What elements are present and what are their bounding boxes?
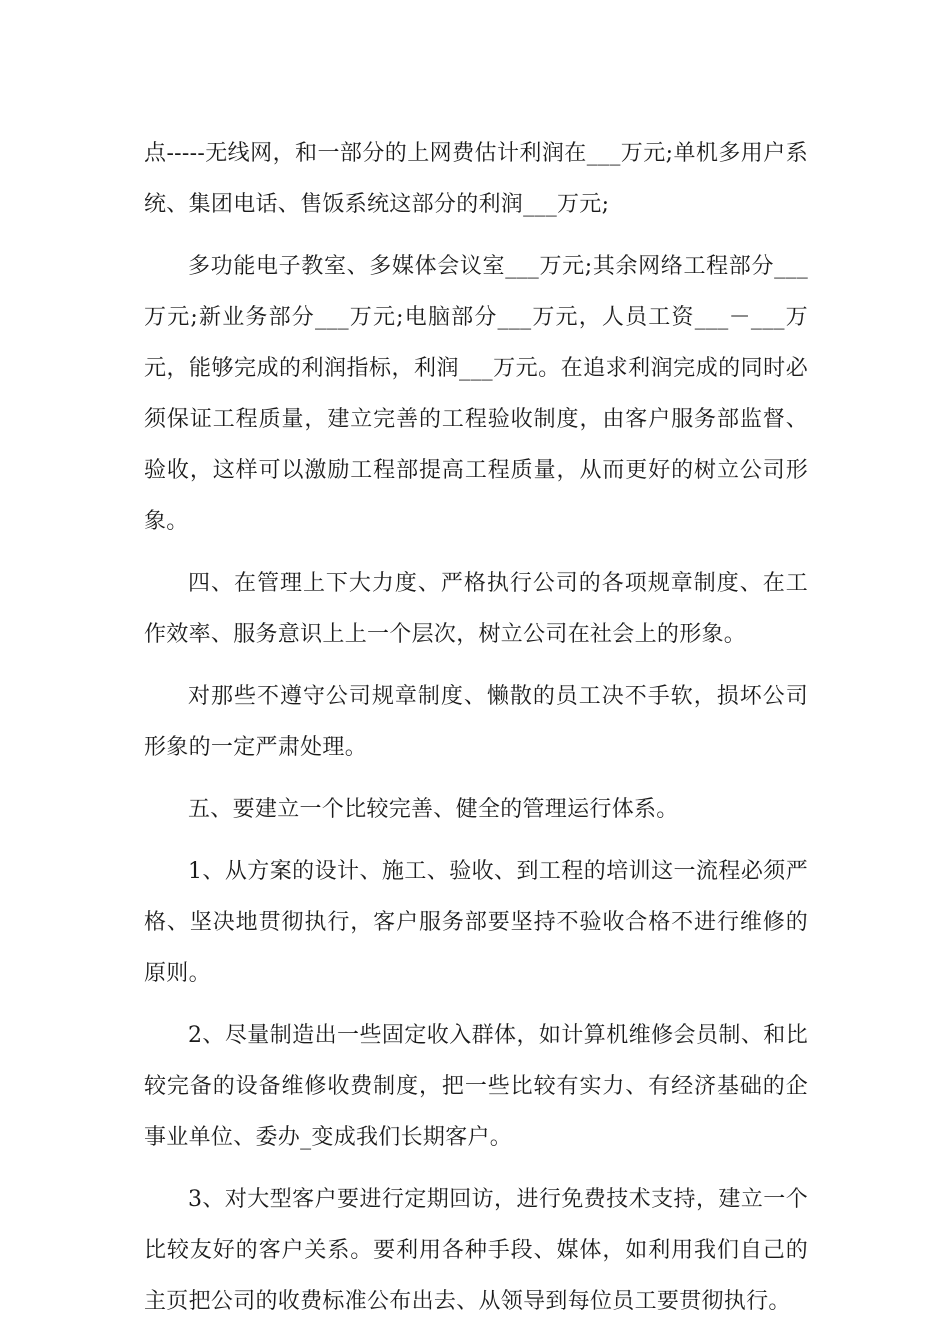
paragraph-3: 四、在管理上下大力度、严格执行公司的各项规章制度、在工作效率、服务意识上上一个层次，树立公司在社会上的形象。 (144, 571, 808, 647)
paragraph-1: 点-----无线网，和一部分的上网费估计利润在___万元;单机多用户系统、集团电话、售饭系统这部分的利润___万元; (144, 141, 808, 217)
paragraph-6: 1、从方案的设计、施工、验收、到工程的培训这一流程必须严格、坚决地贯彻执行，客户服务部要坚持不验收合格不进行维修的原则。 (144, 859, 808, 986)
document-body (144, 128, 808, 1338)
paragraph-4: 对那些不遵守公司规章制度、懒散的员工决不手软，损坏公司形象的一定严肃处理。 (144, 684, 808, 760)
paragraph-2: 多功能电子教室、多媒体会议室___万元;其余网络工程部分___万元;新业务部分___万元;电脑部分___万元，人员工资___－___万元，能够完成的利润指标，利润___万元。在追求利润完成的同时必须保证工程质量，建立完善的工程验收制度，由客户服务部监督、验收，这样可以激励工程部提高工程质量，从而更好的树立公司形象。 (144, 254, 808, 534)
paragraph-7: 2、尽量制造出一些固定收入群体，如计算机维修会员制、和比较完备的设备维修收费制度，把一些比较有实力、有经济基础的企事业单位、委办_变成我们长期客户。 (144, 1023, 808, 1150)
paragraph-8: 3、对大型客户要进行定期回访，进行免费技术支持，建立一个比较友好的客户关系。要利用各种手段、媒体，如利用我们自己的主页把公司的收费标准公布出去、从领导到每位员工要贯彻执行。 (144, 1187, 808, 1314)
paragraph-5: 五、要建立一个比较完善、健全的管理运行体系。 (188, 797, 679, 822)
